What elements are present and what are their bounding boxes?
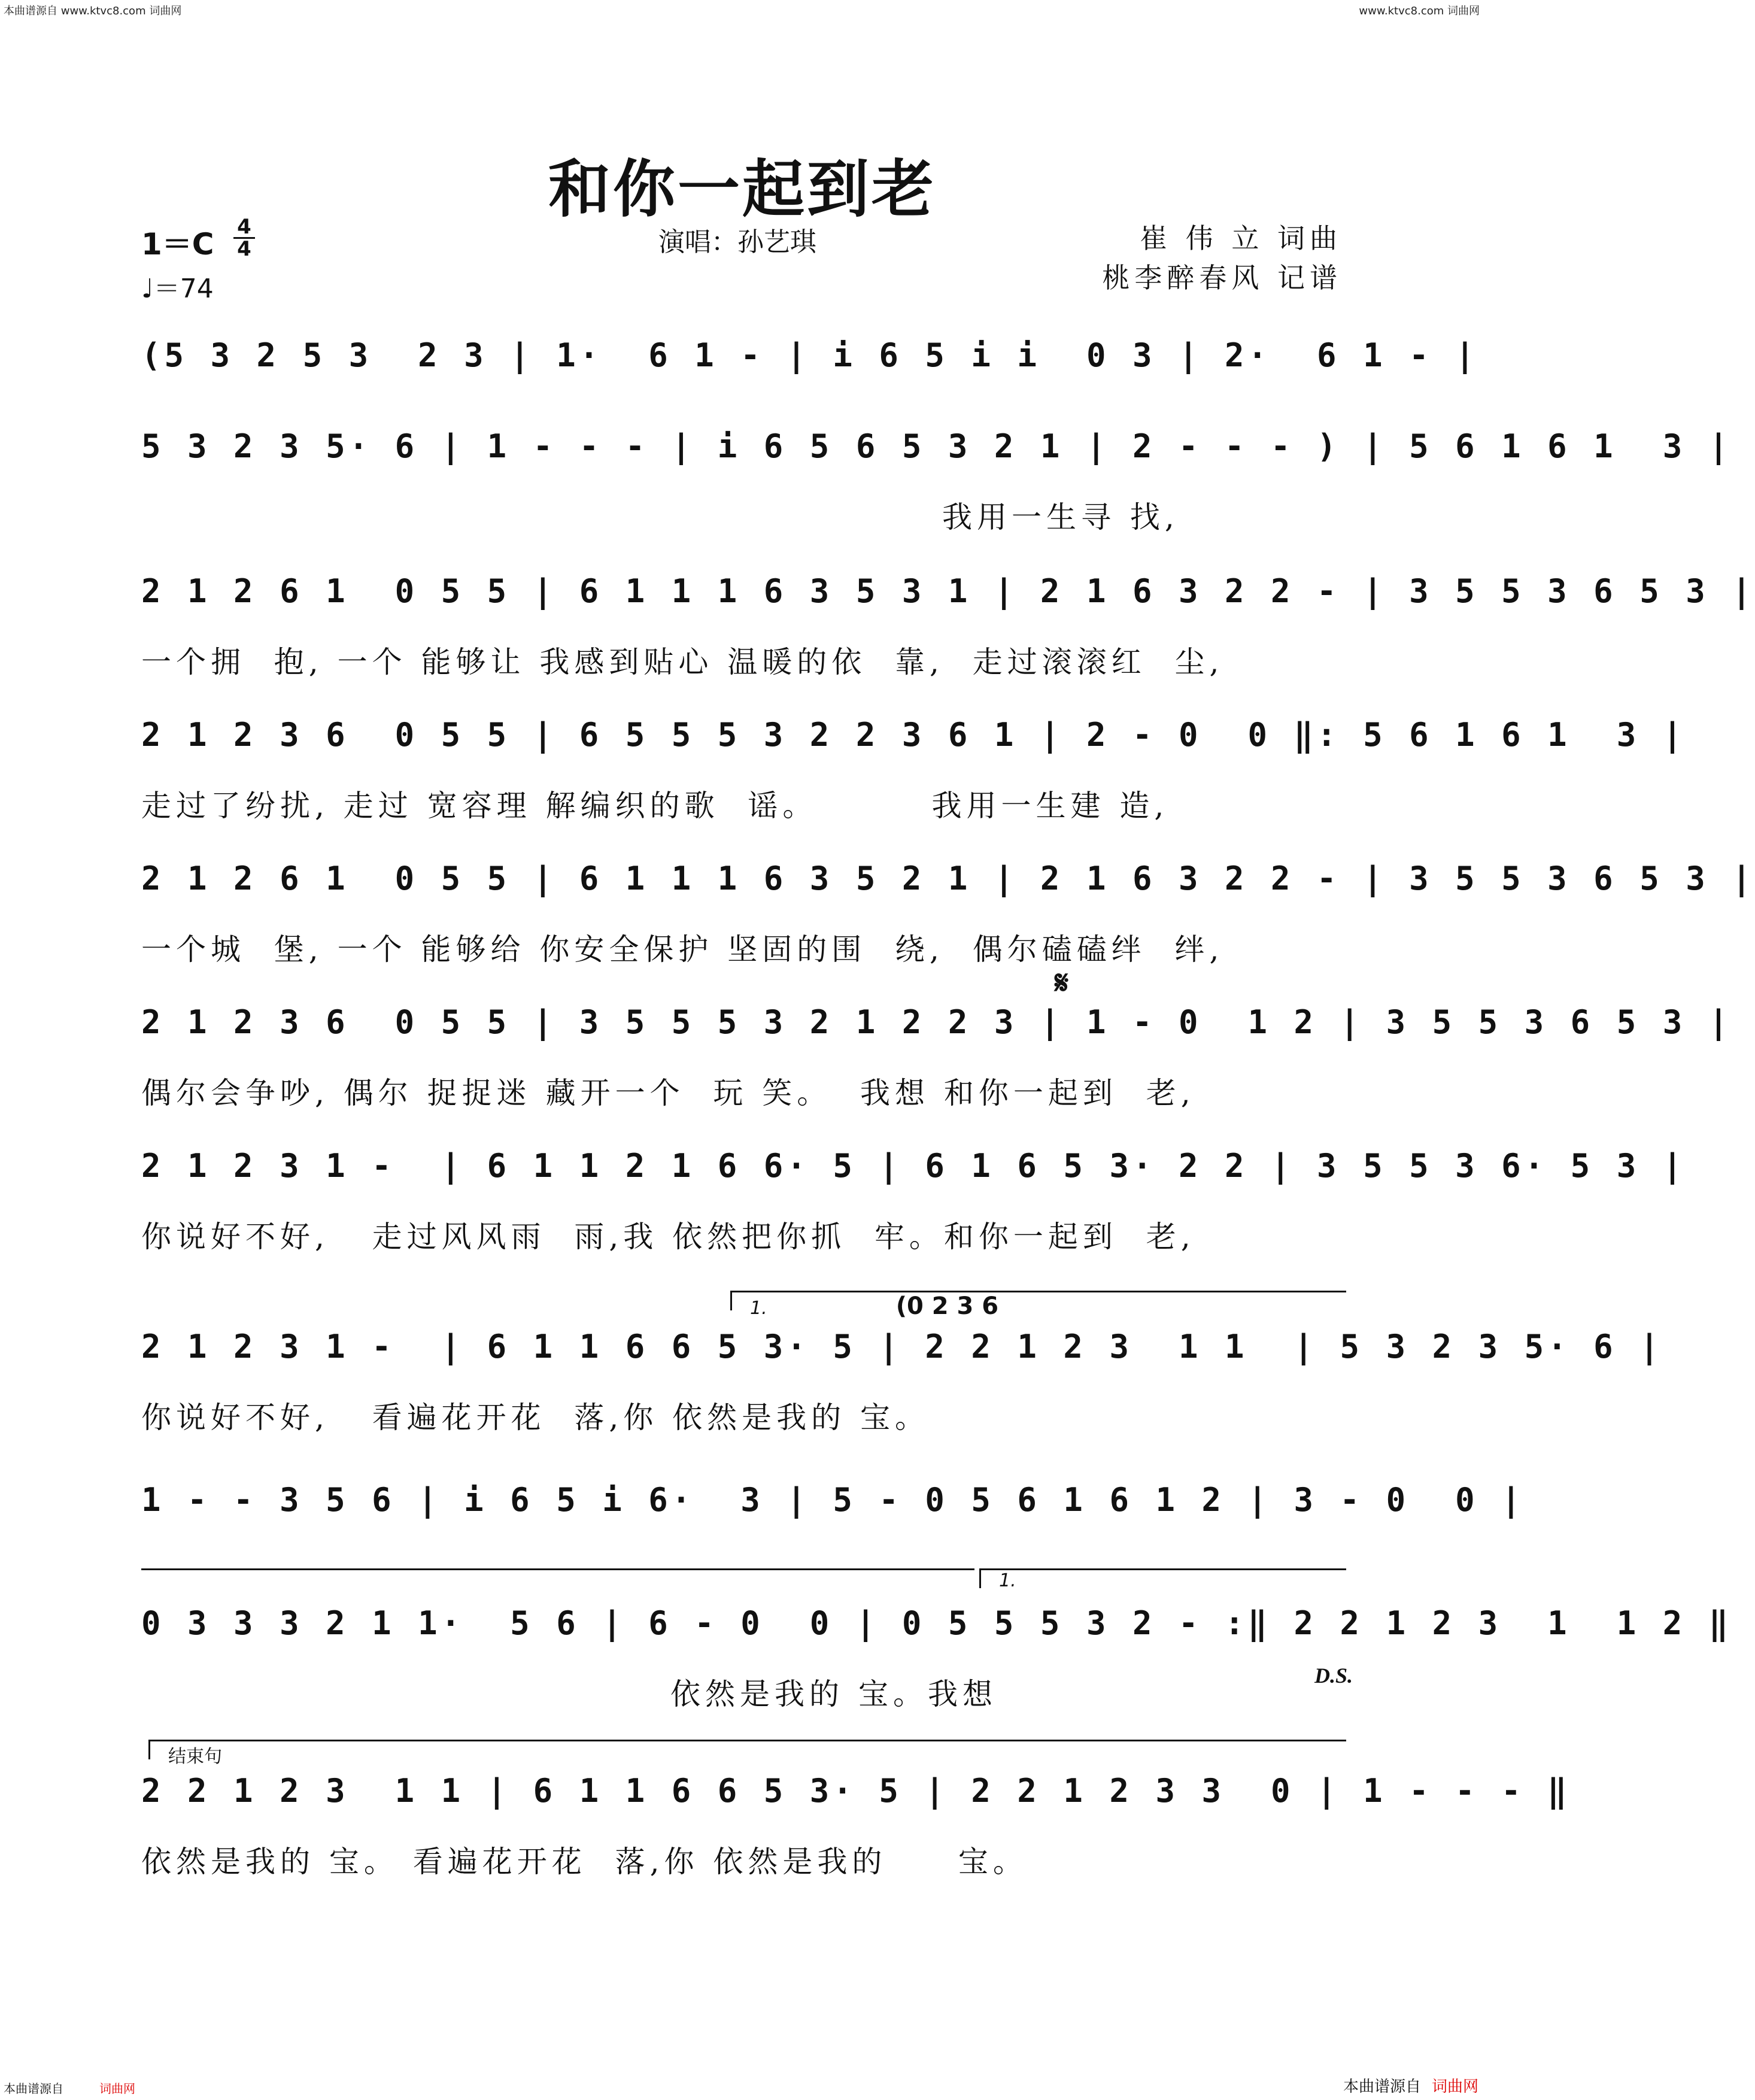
notation-line: 2 1 2 3 6 0 5 5 | 6 5 5 5 3 2 2 3 6 1 | 2 - 0 0 ‖: 5 6 1 6 1 3 | [141,716,1686,754]
time-sig-bottom: 4 [237,237,251,261]
notation-line: 1 - - 3 5 6 | i 6 5 i 6· 3 | 5 - 0 5 6 1 6 1 2 | 3 - 0 0 | [141,1481,1525,1519]
lyrics-line: 我用一生寻 找, [141,500,1179,535]
time-sig-top: 4 [237,215,251,239]
lyrics-line: 依然是我的 宝。我想 [141,1677,997,1711]
ending-bracket [148,1740,1346,1767]
lyrics-line: 偶尔会争吵, 偶尔 捉捉迷 藏开一个 玩 笑。 我想 和你一起到 老, [141,1076,1195,1110]
repeat-bracket [141,1568,974,1588]
notation-line: 2 1 2 6 1 0 5 5 | 6 1 1 1 6 3 5 2 1 | 2 1 6 3 2 2 - | 3 5 5 3 6 5 3 | [141,860,1755,897]
notation-line: 2 2 1 2 3 1 1 | 6 1 1 6 6 5 3· 5 | 2 2 1 2 3 3 0 | 1 - - - ‖ [141,1772,1571,1810]
volta-label: 1. [999,1570,1016,1591]
footer-source-text: 本曲谱源自 [1343,2078,1421,2096]
volta-label: 1. [750,1298,767,1319]
ds-marking: D.S. [1314,1664,1353,1688]
singer-credit: 演唱：孙艺琪 [658,227,816,257]
key-signature: 1＝C [141,227,214,262]
lyrics-line: 你说好不好, 走过风风雨 雨,我 依然把你抓 牢。和你一起到 老, [141,1219,1195,1254]
ending-label: 结束句 [168,1746,222,1767]
header-site: www.ktvc8.com 词曲网 [1359,5,1480,17]
footer-source-text: 本曲谱源自 [4,2081,63,2096]
lyrics-line: 走过了纷扰, 走过 宽容理 解编织的歌 谣。 我用一生建 造, [141,788,1169,823]
intro-fill: (0 2 3 6 [895,1292,999,1320]
notation-line: (5 3 2 5 3 2 3 | 1· 6 1 - | i 6 5 i i 0 3 | 2· 6 1 - | [141,336,1478,374]
footer-source-right [1343,2074,1478,2096]
volta-bracket-1 [730,1291,1346,1320]
segno-sign: 𝄋 [1055,964,1069,1002]
notation-line: 2 1 2 3 6 0 5 5 | 3 5 5 5 3 2 1 2 2 3 | 1 - 0 1 2 | 3 5 5 3 6 5 3 | [141,1003,1732,1041]
footer-site-link[interactable]: 词曲网 [1431,2078,1478,2096]
footer-source [4,2079,135,2096]
notation-line: 2 1 2 3 1 - | 6 1 1 6 6 5 3· 5 | 2 2 1 2 3 1 1 | 5 3 2 3 5· 6 | [141,1328,1663,1365]
lyrics-line: 你说好不好, 看遍花开花 落,你 依然是我的 宝。 [141,1400,930,1435]
lyrics-line: 依然是我的 宝。 看遍花开花 落,你 依然是我的 宝。 [141,1844,1028,1879]
lyrics-line: 一个拥 抱, 一个 能够让 我感到贴心 温暖的依 靠, 走过滚滚红 尘, [141,645,1224,679]
transcriber-credit: 桃李醉春风 记谱 [1102,262,1342,294]
notation-line: 2 1 2 3 1 - | 6 1 1 2 1 6 6· 5 | 6 1 6 5 3· 2 2 | 3 5 5 3 6· 5 3 | [141,1147,1686,1185]
footer-site-link[interactable]: 词曲网 [99,2081,135,2096]
composer-credit: 崔 伟 立 词曲 [1140,222,1342,254]
volta-bracket-2 [979,1568,1346,1591]
notation-line: 5 3 2 3 5· 6 | 1 - - - | i 6 5 6 5 3 2 1 | 2 - - - ) | 5 6 1 6 1 3 | [141,427,1732,465]
lyrics-line: 一个城 堡, 一个 能够给 你安全保护 坚固的围 绕, 偶尔磕磕绊 绊, [141,932,1224,967]
tempo-marking: ♩＝74 [141,274,214,304]
notation-line: 0 3 3 3 2 1 1· 5 6 | 6 - 0 0 | 0 5 5 5 3 2 - :‖ 2 2 1 2 3 1 1 2 ‖ [141,1604,1732,1642]
time-signature [232,217,256,259]
header-source: 本曲谱源自 www.ktvc8.com 词曲网 [4,5,182,17]
song-title: 和你一起到老 [548,152,936,226]
notation-line: 2 1 2 6 1 0 5 5 | 6 1 1 1 6 3 5 3 1 | 2 1 6 3 2 2 - | 3 5 5 3 6 5 3 | [141,572,1755,610]
